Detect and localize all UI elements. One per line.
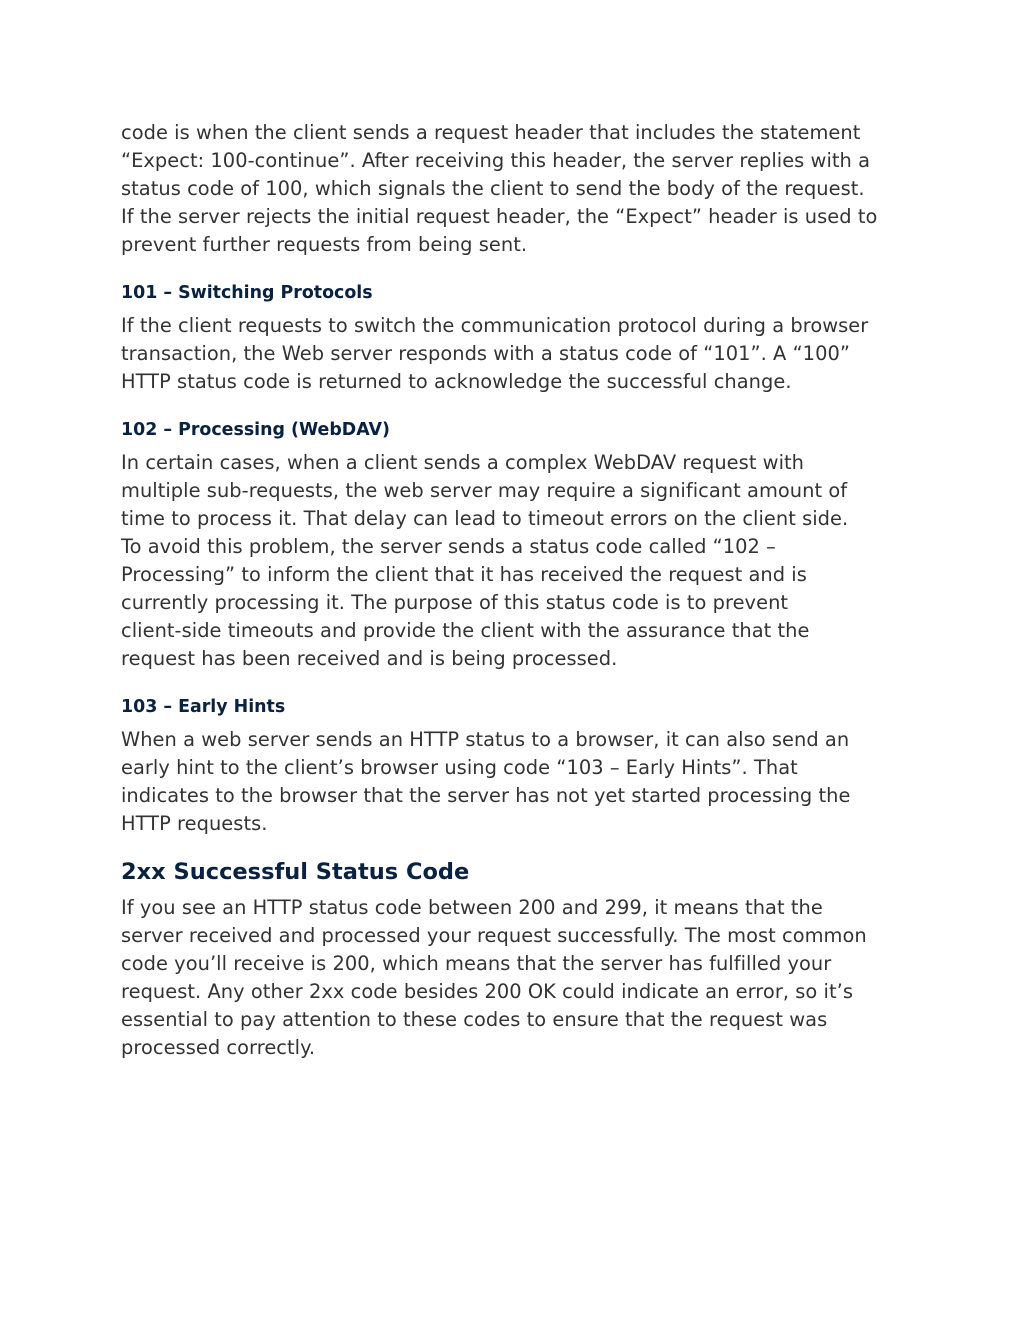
text-line: prevent further requests from being sent. bbox=[121, 233, 528, 256]
text-line: indicates to the browser that the server has not yet started processing the bbox=[121, 784, 851, 807]
text-line: client-side timeouts and provide the client with the assurance that the bbox=[121, 619, 810, 642]
text-line: request has been received and is being processed. bbox=[121, 647, 618, 670]
heading-101: 101 – Switching Protocols bbox=[121, 283, 373, 303]
text-line: code is when the client sends a request header that includes the statement bbox=[121, 121, 861, 144]
text-line: If the client requests to switch the communication protocol during a browser bbox=[121, 314, 869, 337]
text-line: transaction, the Web server responds with a status code of “101”. A “100” bbox=[121, 342, 850, 365]
text-line: If the server rejects the initial request header, the “Expect” header is used to bbox=[121, 205, 878, 228]
text-line: multiple sub-requests, the web server may require a significant amount of bbox=[121, 479, 848, 502]
paragraph-2xx bbox=[121, 894, 921, 1062]
text-line: To avoid this problem, the server sends a status code called “102 – bbox=[121, 535, 776, 558]
text-line: When a web server sends an HTTP status to a browser, it can also send an bbox=[121, 728, 850, 751]
text-line: Processing” to inform the client that it has received the request and is bbox=[121, 563, 807, 586]
text-line: request. Any other 2xx code besides 200 OK could indicate an error, so it’s bbox=[121, 980, 854, 1003]
text-line: status code of 100, which signals the client to send the body of the request. bbox=[121, 177, 865, 200]
text-line: “Expect: 100-continue”. After receiving this header, the server replies with a bbox=[121, 149, 871, 172]
text-line: essential to pay attention to these codes to ensure that the request was bbox=[121, 1008, 828, 1031]
text-line: If you see an HTTP status code between 200 and 299, it means that the bbox=[121, 896, 823, 919]
paragraph-101 bbox=[121, 312, 921, 396]
heading-103: 103 – Early Hints bbox=[121, 697, 286, 717]
text-line: HTTP requests. bbox=[121, 812, 268, 835]
text-line: time to process it. That delay can lead to timeout errors on the client side. bbox=[121, 507, 849, 530]
text-line: In certain cases, when a client sends a complex WebDAV request with bbox=[121, 451, 805, 474]
heading-2xx: 2xx Successful Status Code bbox=[121, 859, 470, 885]
text-line: HTTP status code is returned to acknowledge the successful change. bbox=[121, 370, 792, 393]
text-line: early hint to the client’s browser using code “103 – Early Hints”. That bbox=[121, 756, 798, 779]
intro-paragraph bbox=[121, 119, 921, 259]
paragraph-103 bbox=[121, 726, 921, 838]
text-line: code you’ll receive is 200, which means that the server has fulfilled your bbox=[121, 952, 832, 975]
document-page bbox=[121, 119, 921, 1062]
heading-102: 102 – Processing (WebDAV) bbox=[121, 420, 390, 440]
text-line: server received and processed your request successfully. The most common bbox=[121, 924, 867, 947]
text-line: currently processing it. The purpose of this status code is to prevent bbox=[121, 591, 789, 614]
paragraph-102 bbox=[121, 449, 921, 673]
text-line: processed correctly. bbox=[121, 1036, 316, 1059]
